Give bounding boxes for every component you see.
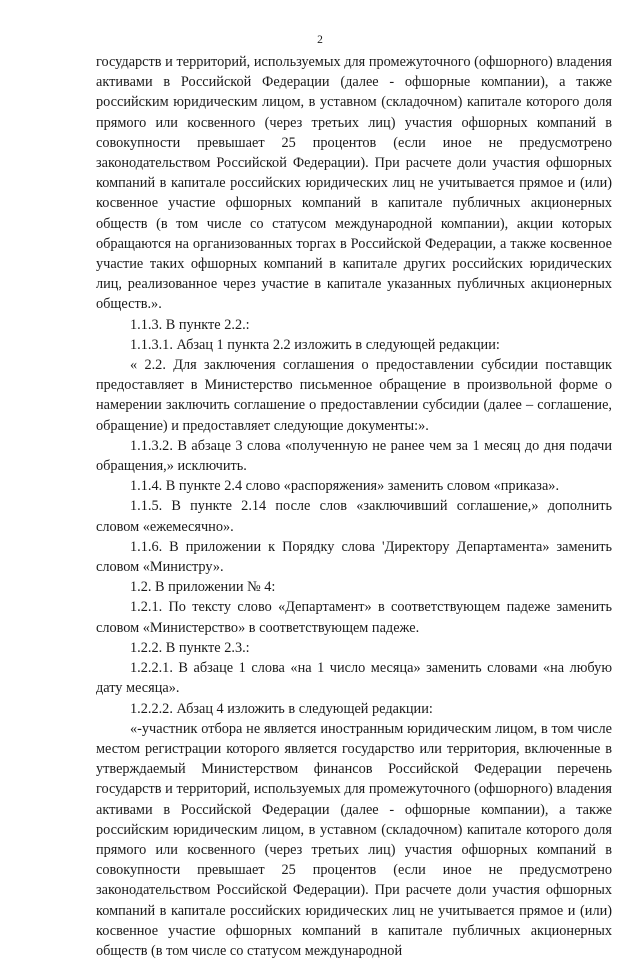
paragraph-1-1-3-1: 1.1.3.1. Абзац 1 пункта 2.2 изложить в следующей редакции: xyxy=(130,336,500,353)
paragraph-1-1-3: 1.1.3. В пункте 2.2.: xyxy=(130,316,250,333)
paragraph-continuation: государств и территорий, используемых для промежуточного (офшорного) владения активами в Российской Федерации (далее - офшорные компании), а также российским юридическим лицом, в уставном (складочном) капитале которого доля прямого или косвенного (через третьих лиц) участия офшорных компаний в совокупности превышает 25 процентов (если иное не предусмотрено законодательством Российской Федерации). При расчете доли участия офшорных компаний в капитале российских юридических лиц не учитывается прямое и (или) косвенное участие офшорных компаний в капитале публичных акционерных обществ (в том числе со статусом международной компании), акции которых обращаются на организованных торгах в Российской Федерации, а также косвенное участие таких офшорных компаний в капитале других российских юридических лиц, реализованное через участие в капитале указанных публичных акционерных обществ.». xyxy=(96,54,612,313)
paragraph-1-2-2-2: 1.2.2.2. Абзац 4 изложить в следующей редакции: xyxy=(130,700,433,717)
paragraph-1-1-6: 1.1.6. В приложении к Порядку слова 'Директору Департамента» заменить словом «Министру». xyxy=(96,538,612,576)
paragraph-1-2-2-1: 1.2.2.1. В абзаце 1 слова «на 1 число месяца» заменить словами «на любую дату месяца». xyxy=(96,660,612,697)
paragraph-1-2-1: 1.2.1. По тексту слово «Департамент» в соответствующем падеже заменить словом «Министерство» в соответствующем падеже. xyxy=(96,599,612,636)
paragraph-1-1-5: 1.1.5. В пункте 2.14 после слов «заключивший соглашение,» дополнить словом «ежемесячно». xyxy=(96,498,612,535)
paragraph-1-1-3-2: 1.1.3.2. В абзаце 3 слова «полученную не ранее чем за 1 месяц до дня подачи обращения,» исключить. xyxy=(96,437,612,475)
paragraph-1-2: 1.2. В приложении № 4: xyxy=(130,579,276,596)
paragraph-quote-participant: «-участник отбора не является иностранным юридическим лицом, в том числе местом регистрации которого является государство или территория, включенные в утверждаемый Министерством финансов Российской Федерации перечень государств и территорий, используемых для промежуточного (офшорного) владения активами в Российской Федерации (далее - офшорные компании), а также российским юридическим лицом, в уставном (складочном) капитале которого доля прямого или косвенного (через третьих лиц) участия офшорных компаний в совокупности превышает 25 процентов (если иное не предусмотрено законодательством Российской Федерации). При расчете доли участия офшорных компаний в капитале российских юридических лиц не учитывается прямое и (или) косвенное участие офшорных компаний в капитале публичных акционерных обществ (в том числе со статусом международной xyxy=(96,720,612,959)
paragraph-1-1-4: 1.1.4. В пункте 2.4 слово «распоряжения» заменить словом «приказа». xyxy=(130,478,560,495)
document-body xyxy=(96,52,612,961)
paragraph-quote-2-2: « 2.2. Для заключения соглашения о предоставлении субсидии поставщик предоставляет в Министерство письменное обращение в произвольной форме о намерении заключить соглашение о предоставлении субсидии (далее – соглашение, обращение) и предоставляет следующие документы:». xyxy=(96,357,612,434)
paragraph-1-2-2: 1.2.2. В пункте 2.3.: xyxy=(130,639,250,656)
page-number: 2 xyxy=(317,34,323,46)
